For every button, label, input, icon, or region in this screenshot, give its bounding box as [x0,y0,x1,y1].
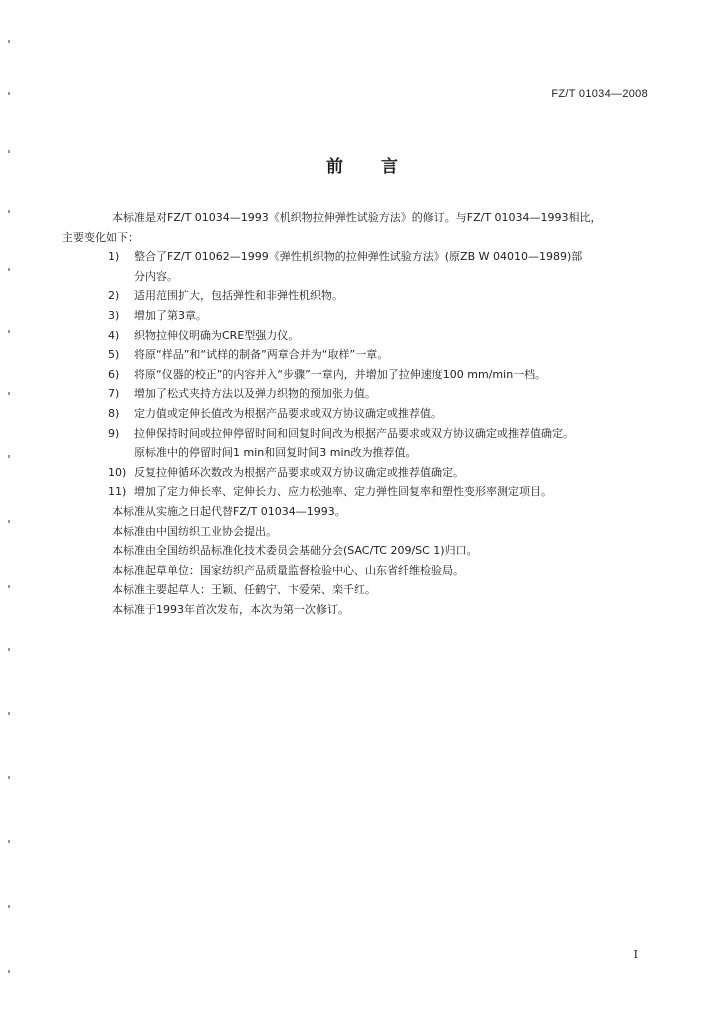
item-text: 将原“仪器的校正”的内容并入“步骤”一章内，并增加了拉伸速度100 mm/min一档。 [134,367,547,381]
item-text: 增加了松式夹持方法以及弹力织物的预加张力值。 [134,387,376,401]
closing-line: 本标准起草单位：国家纺织产品质量监督检验中心、山东省纤维检验局。 [112,563,464,577]
item-number: 3) [108,308,120,322]
item-number: 8) [108,406,120,420]
closing-line: 本标准于1993年首次发布，本次为第一次修订。 [112,602,349,616]
item-number: 9) [108,426,120,440]
item-text: 增加了定力伸长率、定伸长力、应力松弛率、定力弹性回复率和塑性变形率测定项目。 [134,485,552,499]
item-text: 增加了第3章。 [134,308,207,322]
page-title: 前言 [326,157,436,177]
item-number: 6) [108,367,120,381]
item-text: 织物拉伸仪明确为CRE型强力仪。 [134,328,300,342]
page-number: I [633,948,638,961]
closing-line: 本标准由全国纺织品标准化技术委员会基础分会(SAC/TC 209/SC 1)归口。 [112,544,478,558]
item-number: 10) [108,465,127,479]
item-number: 2) [108,289,120,303]
item-text: 反复拉伸循环次数改为根据产品要求或双方协议确定或推荐值确定。 [134,465,464,479]
item-text: 整合了FZ/T 01062—1999《弹性机织物的拉伸弹性试验方法》(原ZB W 04010—1989)部 [134,250,583,264]
standard-code: FZ/T 01034—2008 [551,88,648,100]
list-item [88,326,660,346]
list-item [88,424,660,463]
item-number: 11) [108,485,127,499]
list-item [88,384,660,404]
intro-line: 本标准是对FZ/T 01034—1993《机织物拉伸弹性试验方法》的修订。与FZ/T 01034—1993相比， [112,211,602,224]
item-number: 4) [108,328,120,342]
closing-line: 本标准由中国纺织工业协会提出。 [112,524,277,538]
item-text: 定力值或定伸长值改为根据产品要求或双方协议确定或推荐值。 [134,406,442,420]
list-item [88,345,660,365]
item-text: 将原“样品”和“试样的制备”两章合并为“取样”一章。 [134,348,389,362]
closing-line: 本标准主要起草人：王颖、任鹤宁、卞爱荣、栾千红。 [112,583,376,597]
item-text: 拉伸保持时间或拉伸停留时间和回复时间改为根据产品要求或双方协议确定或推荐值确定。 [134,426,574,440]
item-number: 7) [108,387,120,401]
list-item [88,404,660,424]
item-text-continued: 分内容。 [134,269,178,283]
list-item [88,482,660,502]
list-item [88,247,660,286]
intro-line-continued: 主要变化如下： [62,230,139,244]
foreword-body [62,208,660,619]
item-text-continued: 原标准中的停留时间1 min和回复时间3 min改为推荐值。 [134,446,417,460]
closing-line: 本标准从实施之日起代替FZ/T 01034—1993。 [112,504,346,518]
list-item [88,463,660,483]
item-text: 适用范围扩大，包括弹性和非弹性机织物。 [134,289,343,303]
item-number: 1) [108,250,120,264]
list-item [88,286,660,306]
item-number: 5) [108,348,120,362]
list-item [88,365,660,385]
list-item [88,306,660,326]
